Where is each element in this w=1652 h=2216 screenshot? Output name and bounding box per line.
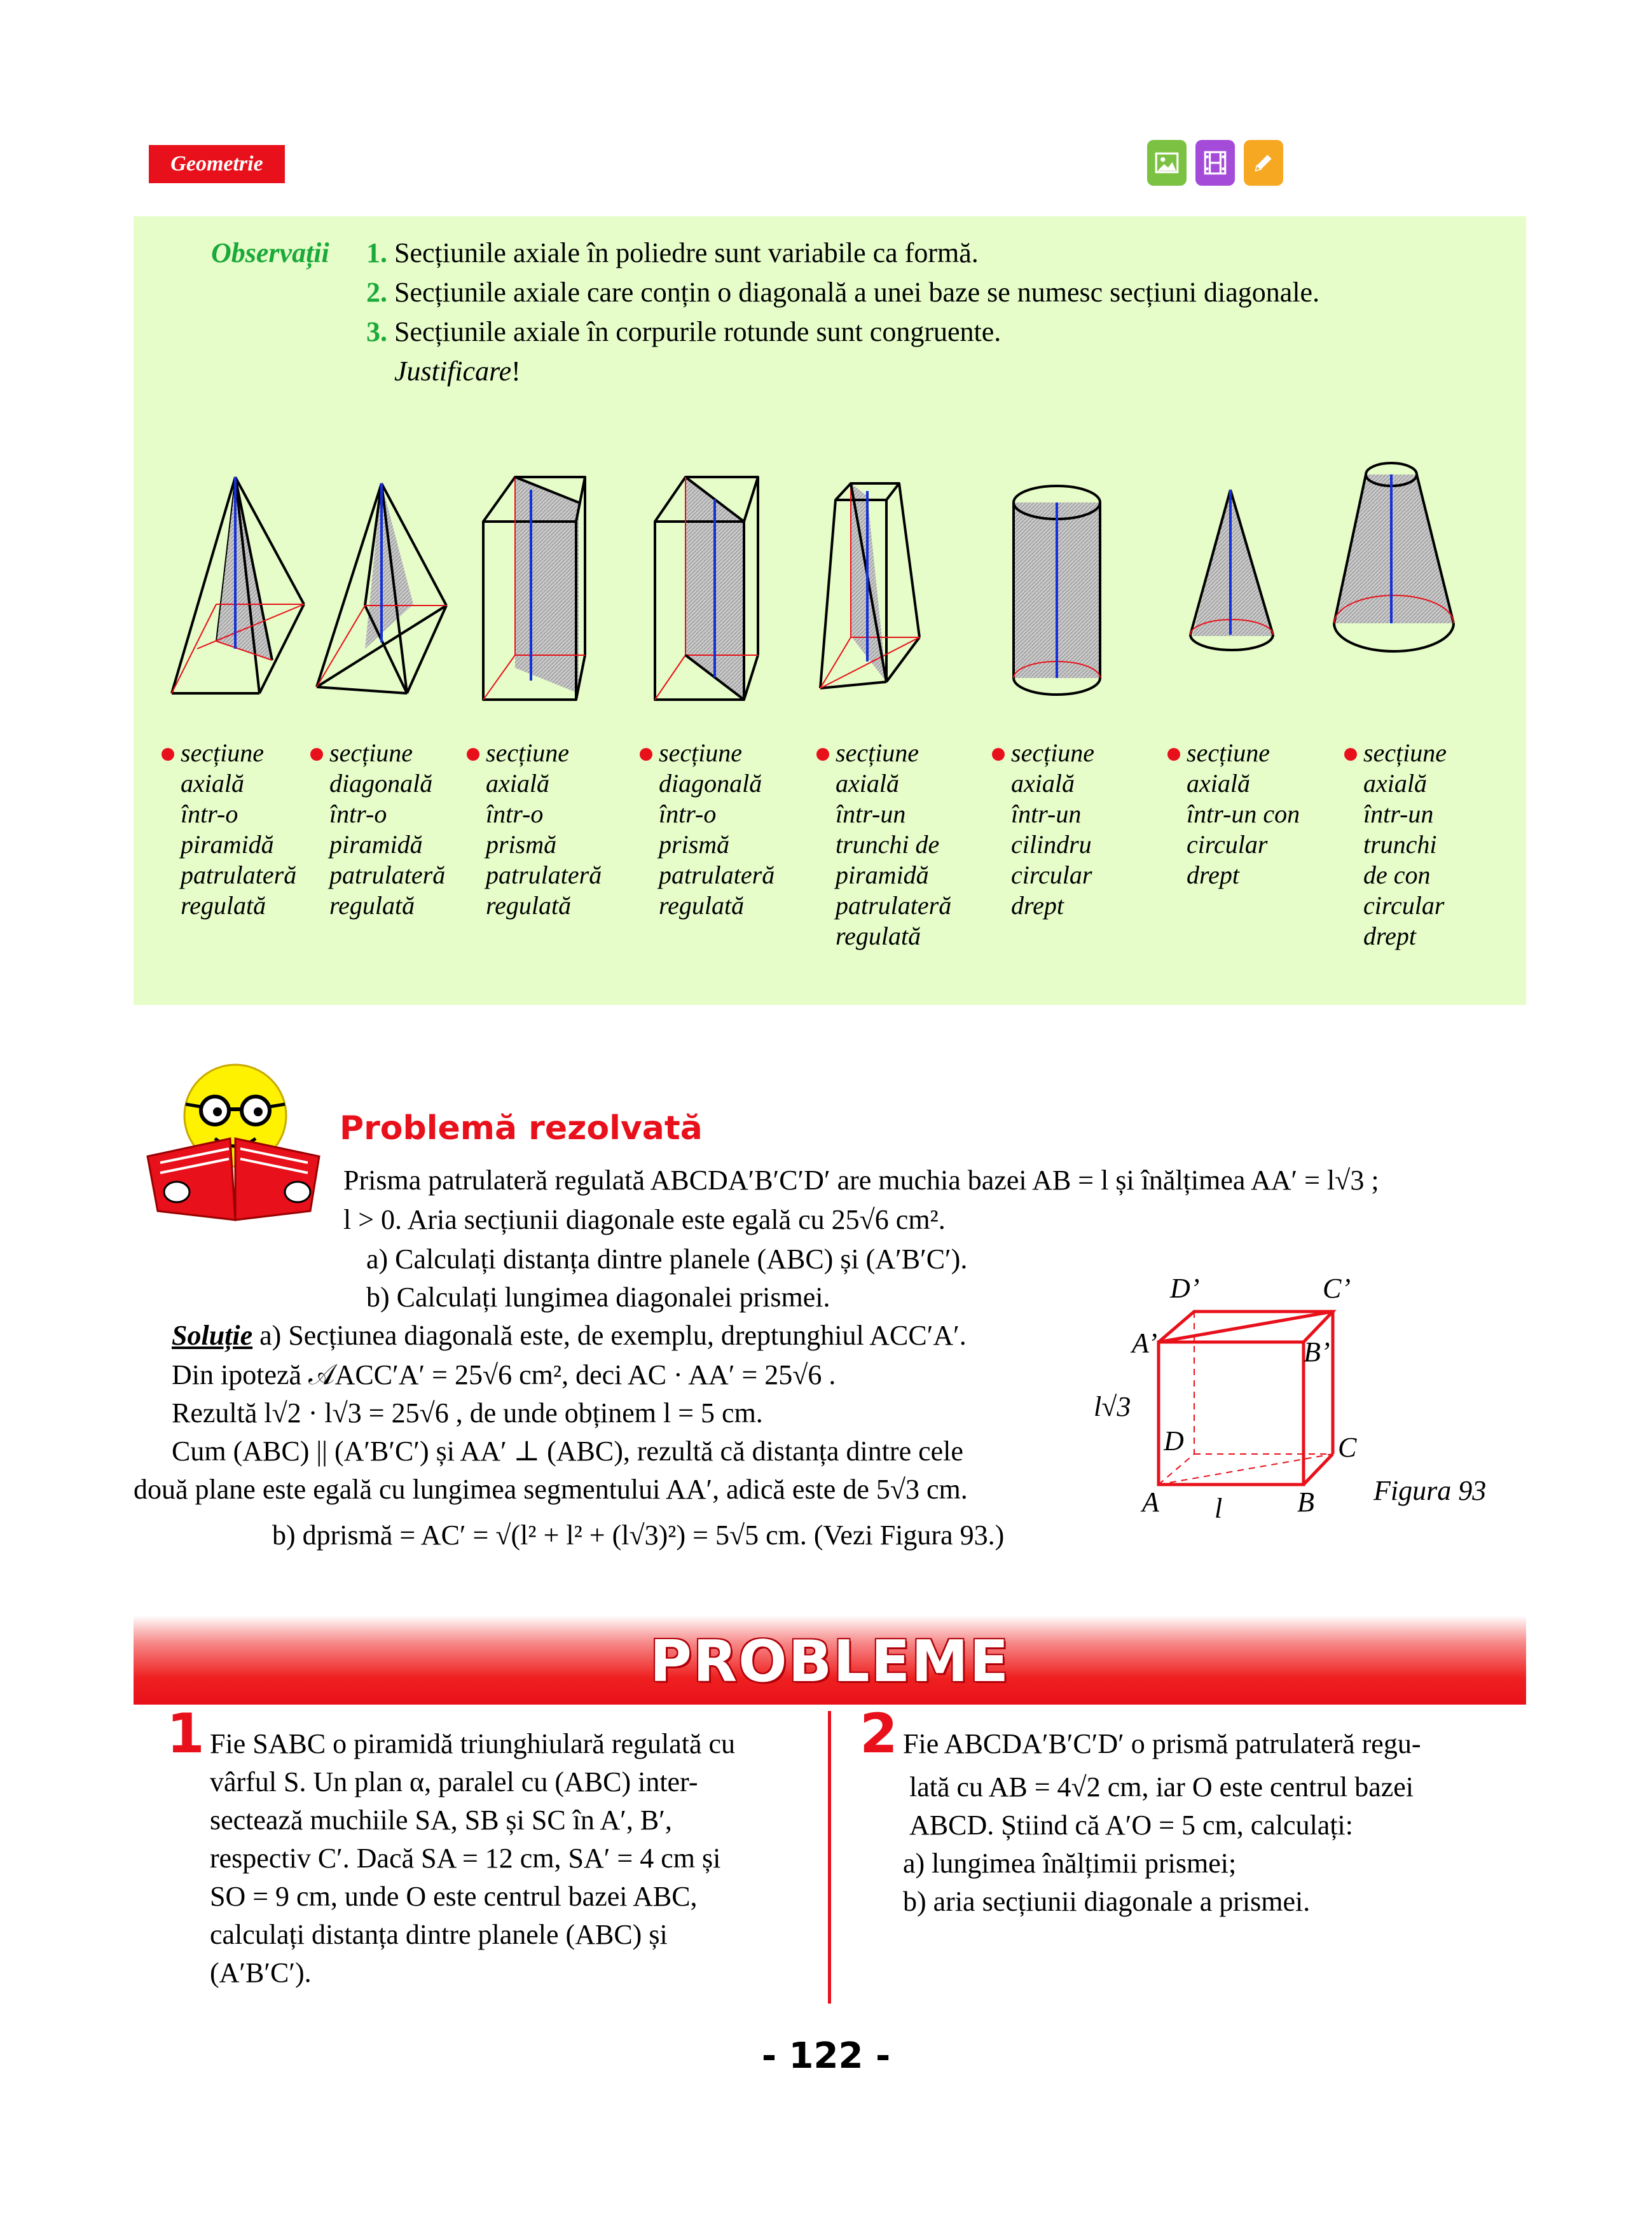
film-icon-glyph [1202, 149, 1229, 176]
edge-label: l [1215, 1493, 1223, 1524]
caption-line: axială [836, 769, 899, 798]
figure-93-cube [1081, 1266, 1373, 1533]
caption-line: secțiune [486, 738, 570, 767]
caption [1363, 738, 1522, 952]
caption-line: secțiune [659, 738, 743, 767]
problem-line: SO = 9 cm, unde O este centrul bazei ABC, [210, 1881, 698, 1912]
figure-caption-text: Figura 93 [1373, 1475, 1487, 1506]
caption-line: într-o [181, 800, 238, 828]
image-icon[interactable] [1147, 140, 1187, 186]
vertex-label: B’ [1304, 1336, 1330, 1368]
caption [1187, 738, 1346, 890]
prism-diagonal-section [655, 477, 758, 700]
justificare-text: Justificare [394, 356, 512, 387]
caption-line: într-o [486, 800, 544, 828]
solution-line [172, 1319, 967, 1352]
vertex-label: C [1338, 1432, 1357, 1463]
cone-axial-section [1190, 490, 1273, 650]
problem-line: a) lungimea înălțimii prismei; [903, 1848, 1237, 1879]
caption [1011, 738, 1170, 921]
column-divider [828, 1711, 831, 2004]
solved-problem-title: Problemă rezolvată [340, 1109, 703, 1147]
truncated-pyramid-axial-section [820, 483, 919, 688]
vertex-label: D’ [1170, 1273, 1200, 1304]
bullet-dot [1167, 748, 1180, 761]
caption-line: axială [1011, 769, 1075, 798]
probleme-title: PROBLEME [649, 1628, 1010, 1695]
observatii-item-num: 2. [366, 277, 387, 308]
caption [181, 738, 340, 921]
solution-line: două plane este egală cu lungimea segmentului AA′, adică este de 5√3 cm. [134, 1474, 968, 1505]
problem-number: 1 [167, 1702, 205, 1766]
caption-line: patrulateră [181, 861, 297, 889]
caption-line: circular [1011, 861, 1092, 889]
vertex-label: C’ [1323, 1273, 1351, 1304]
bullet-dot [640, 748, 652, 761]
caption-line: regulată [181, 891, 266, 920]
bullet-dot [992, 748, 1005, 761]
statement-line: Prisma patrulateră regulată ABCDA′B′C′D′ are muchia bazei AB = l și înălțimea AA′ = l√3 ; [343, 1165, 1379, 1196]
film-icon[interactable] [1195, 140, 1235, 186]
bullet-dot [162, 748, 174, 761]
caption-line: patrulateră [486, 861, 602, 889]
observatii-item-text: Secțiunile axiale care conțin o diagonală a unei baze se numesc secțiuni diagonale. [394, 277, 1320, 308]
solution-text: a) Secțiunea diagonală este, de exemplu, dreptunghiul ACC′A′. [259, 1320, 967, 1351]
caption-line: regulată [329, 891, 415, 920]
figure-caption [1373, 1474, 1486, 1507]
height-label: l√3 [1094, 1391, 1131, 1422]
chapter-tag [149, 145, 285, 183]
solution-line: Din ipoteză 𝒜ACC′A′ = 25√6 cm², deci AC · AA′ = 25√6 . [172, 1359, 836, 1390]
caption-line: cilindru [1011, 830, 1092, 859]
pyramid-axial-section [172, 477, 304, 693]
solution-line: Rezultă l√2 · l√3 = 25√6 , de unde obținem l = 5 cm. [172, 1397, 763, 1429]
solution-line: Cum (ABC) || (A′B′C′) și AA′ ⊥ (ABC), rezultă că distanța dintre cele [172, 1436, 963, 1467]
vertex-label: D [1164, 1425, 1184, 1457]
caption-line: trunchi de [836, 830, 940, 859]
observatii-title: Observații [211, 237, 329, 268]
vertex-label: B [1297, 1486, 1314, 1518]
caption-line: drept [1187, 861, 1239, 889]
vertex-label: A’ [1132, 1327, 1157, 1359]
problem-line: respectiv C′. Dacă SA = 12 cm, SA′ = 4 cm și [210, 1843, 721, 1874]
caption-line: piramidă [181, 830, 274, 859]
observatii-item [366, 276, 1319, 308]
caption-line: secțiune [1363, 738, 1447, 767]
caption-line: circular [1363, 891, 1445, 920]
bullet-dot [816, 748, 829, 761]
pencil-icon-glyph [1250, 149, 1277, 176]
caption [836, 738, 995, 952]
caption-line: într-o [329, 800, 387, 828]
observatii-item [366, 315, 1001, 348]
caption-line: piramidă [329, 830, 423, 859]
caption-line: secțiune [329, 738, 413, 767]
caption-line: prismă [659, 830, 730, 859]
caption-line: diagonală [659, 769, 762, 798]
pyramid-diagonal-section [317, 483, 446, 693]
truncated-cone-axial-section [1334, 463, 1454, 651]
caption-line: secțiune [1011, 738, 1095, 767]
caption-line: într-un [1011, 800, 1082, 828]
solids-illustration [146, 433, 1513, 712]
bullet-dot [1344, 748, 1357, 761]
caption-line: diagonală [329, 769, 433, 798]
caption-line: regulată [486, 891, 572, 920]
caption-line: secțiune [181, 738, 265, 767]
problem-line: lată cu AB = 4√2 cm, iar O este centrul bazei [909, 1771, 1414, 1803]
statement-line: l > 0. Aria secțiunii diagonale este egală cu 25√6 cm². [343, 1204, 946, 1235]
bullet-dot [310, 748, 323, 761]
caption-line: secțiune [1187, 738, 1270, 767]
prism-axial-section [483, 477, 585, 700]
observatii-item-text: Secțiunile axiale în poliedre sunt variabile ca formă. [394, 237, 979, 268]
caption-line: într-o [659, 800, 717, 828]
caption-line: axială [1187, 769, 1250, 798]
caption [329, 738, 488, 921]
problem-line: Fie SABC o piramidă triunghiulară regulată cu [210, 1728, 736, 1759]
caption-line: regulată [659, 891, 745, 920]
caption-line: de con [1363, 861, 1431, 889]
caption [659, 738, 818, 921]
caption-line: drept [1011, 891, 1064, 920]
page-number: - 122 - [761, 2035, 891, 2077]
caption-line: axială [181, 769, 244, 798]
caption-line: axială [486, 769, 549, 798]
problem-line: Fie ABCDA′B′C′D′ o prismă patrulateră regu- [903, 1728, 1421, 1759]
problem-line: sectează muchiile SA, SB și SC în A′, B′, [210, 1804, 672, 1836]
caption-line: circular [1187, 830, 1268, 859]
caption-line: piramidă [836, 861, 929, 889]
problem-line: vârful S. Un plan α, paralel cu (ABC) inter- [210, 1766, 698, 1797]
vertex-label: A [1142, 1486, 1159, 1518]
caption [486, 738, 645, 921]
problem-line: b) aria secțiunii diagonale a prismei. [903, 1886, 1311, 1917]
problem-number: 2 [860, 1702, 898, 1766]
bullet-dot [467, 748, 479, 761]
statement-line: b) Calculați lungimea diagonalei prismei. [366, 1282, 830, 1313]
caption-line: drept [1363, 922, 1416, 950]
caption-line: într-un [1363, 800, 1434, 828]
justificare [394, 355, 521, 387]
statement-line: a) Calculați distanța dintre planele (ABC) și (A′B′C′). [366, 1243, 968, 1275]
observatii-item [366, 237, 979, 269]
problem-line: ABCD. Știind că A′O = 5 cm, calculați: [909, 1810, 1354, 1841]
reading-smiley-icon [141, 1061, 326, 1226]
observatii-item-num: 3. [366, 316, 387, 347]
caption-line: într-un [836, 800, 906, 828]
justificare-mark: ! [511, 356, 521, 387]
chapter-tag-label: Geometrie [170, 152, 263, 176]
cylinder-axial-section [1014, 486, 1100, 695]
caption-line: trunchi [1363, 830, 1437, 859]
caption-line: secțiune [836, 738, 919, 767]
caption-line: axială [1363, 769, 1427, 798]
caption-line: într-un con [1187, 800, 1300, 828]
caption-line: patrulateră [329, 861, 446, 889]
problem-line: calculați distanța dintre planele (ABC) și [210, 1919, 668, 1950]
observatii-item-num: 1. [366, 237, 387, 268]
problem-line: (A′B′C′). [210, 1957, 312, 1988]
solution-line: b) dprismă = AC′ = √(l² + l² + (l√3)²) = 5√5 cm. (Vezi Figura 93.) [272, 1520, 1005, 1551]
observatii-item-text: Secțiunile axiale în corpurile rotunde sunt congruente. [394, 316, 1002, 347]
solutie-label: Soluție [172, 1320, 253, 1351]
image-icon-glyph [1153, 149, 1180, 176]
caption-line: patrulateră [659, 861, 775, 889]
caption-line: prismă [486, 830, 557, 859]
pencil-icon[interactable] [1244, 140, 1283, 186]
caption-line: regulată [836, 922, 921, 950]
caption-line: patrulateră [836, 891, 952, 920]
